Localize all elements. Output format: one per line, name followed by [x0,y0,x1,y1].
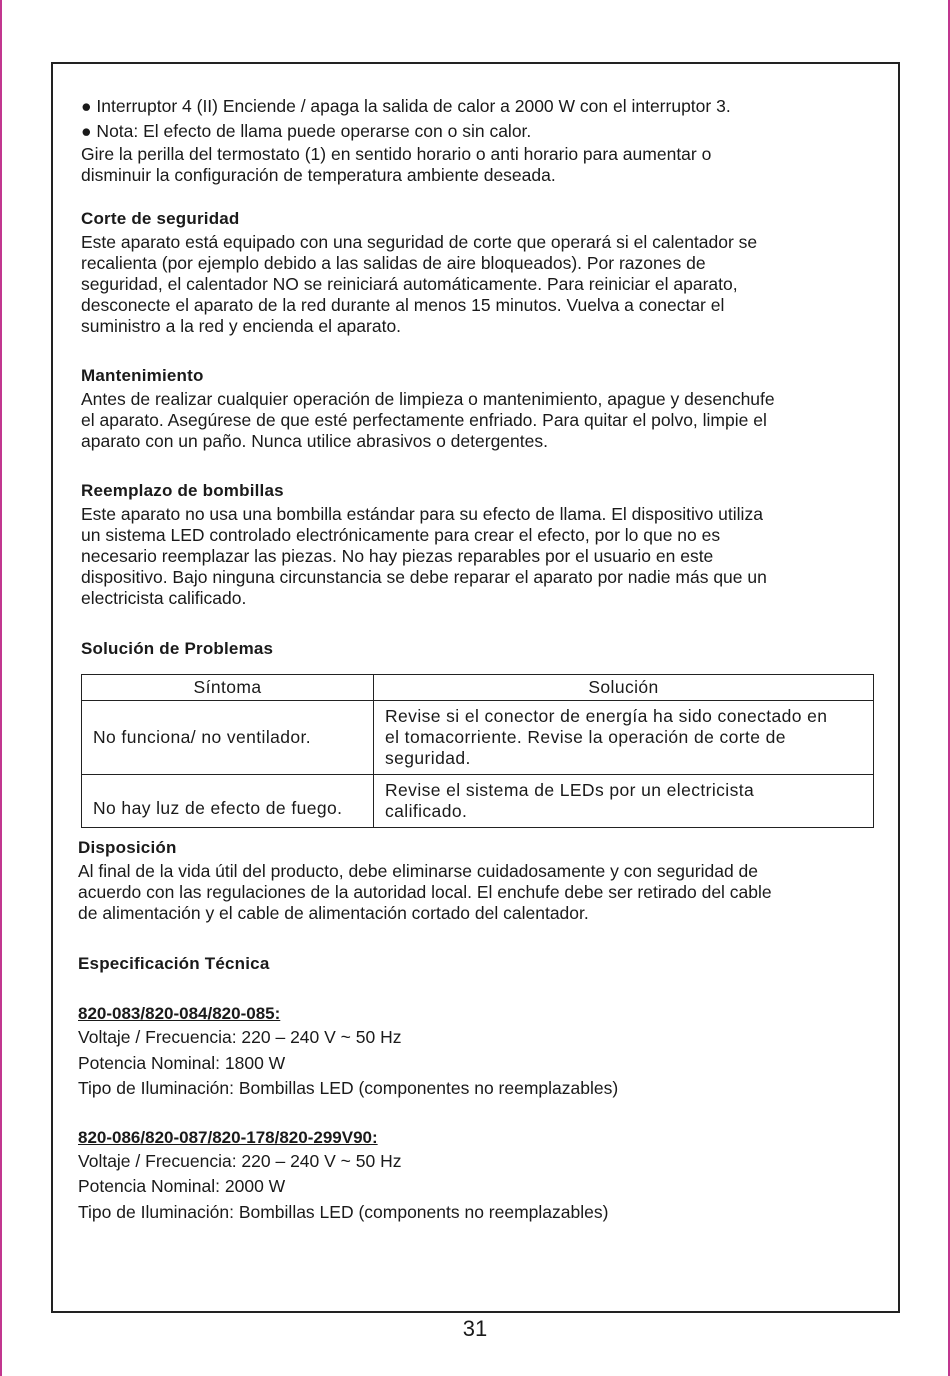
safety-line: Este aparato está equipado con una seguridad de corte que operará si el calentador se [81,232,758,252]
table-row [82,775,874,828]
solution-line: seguridad. [385,748,471,768]
safety-heading: Corte de seguridad [81,209,240,228]
safety-line: desconecte el aparato de la red durante al menos 15 minutos. Vuelva a conectar el [81,295,725,315]
maintenance-line: el aparato. Asegúrese de que esté perfectamente enfriado. Para quitar el polvo, limpie el [81,410,767,430]
spec-lighting: Tipo de Iluminación: Bombillas LED (componentes no reemplazables) [78,1078,619,1098]
bullet-switch-4: ● Interruptor 4 (II) Enciende / apaga la salida de calor a 2000 W con el interruptor 3. [81,96,731,116]
table-row [82,701,874,775]
spec-group [78,1003,881,1102]
page-content [78,94,881,1225]
disposal-line: Al final de la vida útil del producto, debe eliminarse cuidadosamente y con seguridad de [78,861,759,881]
disposal-line: de alimentación y el cable de alimentación cortado del calentador. [78,903,589,923]
spec-power: Potencia Nominal: 1800 W [78,1052,286,1073]
model-numbers: 820-086/820-087/820-178/820-299V90: [78,1127,378,1147]
table-header-row [82,675,874,701]
bulbs-section [81,480,881,609]
bulbs-line: un sistema LED controlado electrónicamente para crear el efecto, por lo que no es [81,525,721,545]
bulbs-line: Este aparato no usa una bombilla estándar para su efecto de llama. El dispositivo utiliza [81,504,763,524]
solution-line: Revise si el conector de energía ha sido conectado en [385,706,828,726]
bulbs-line: necesario reemplazar las piezas. No hay piezas reparables por el usuario en este [81,546,714,566]
safety-line: seguridad, el calentador NO se reiniciará automáticamente. Para reiniciar el aparato, [81,274,738,294]
bullet-note: ● Nota: El efecto de llama puede operarse con o sin calor. [81,121,532,141]
specs-section [78,953,881,1225]
troubleshooting-heading: Solución de Problemas [81,639,274,658]
solution-line: el tomacorriente. Revise la operación de corte de [385,727,786,747]
solution-column-header: Solución [374,675,874,701]
maintenance-line: aparato con un paño. Nunca utilice abrasivos o detergentes. [81,431,548,451]
symptom-cell: No funciona/ no ventilador. [82,701,374,775]
troubleshooting-section [81,638,881,828]
spec-group [78,1127,881,1226]
solution-cell [374,701,874,775]
thermostat-line: Gire la perilla del termostato (1) en sentido horario o anti horario para aumentar o [81,144,712,164]
safety-section [81,208,881,337]
solution-line: Revise el sistema de LEDs por un electricista [385,780,755,800]
intro-section [81,94,881,186]
spec-voltage: Voltaje / Frecuencia: 220 – 240 V ~ 50 Hz [78,1150,402,1171]
bulbs-line: electricista calificado. [81,588,247,608]
bulbs-line: dispositivo. Bajo ninguna circunstancia se debe reparar el aparato por nadie más que un [81,567,767,587]
spec-lighting: Tipo de Iluminación: Bombillas LED (components no reemplazables) [78,1201,609,1222]
maintenance-section [81,365,881,452]
symptom-cell: No hay luz de efecto de fuego. [82,775,374,828]
page-number: 31 [462,1316,488,1341]
disposal-section [78,837,881,924]
thermostat-line: disminuir la configuración de temperatura ambiente deseada. [81,165,556,185]
specs-heading: Especificación Técnica [78,954,270,973]
disposal-heading: Disposición [78,838,177,857]
solution-line: calificado. [385,801,468,821]
troubleshooting-table [81,674,874,828]
safety-line: suministro a la red y encienda el aparato. [81,316,402,336]
disposal-line: acuerdo con las regulaciones de la autoridad local. El enchufe debe ser retirado del cable [78,882,772,902]
safety-line: recalienta (por ejemplo debido a las salidas de aire bloqueados). Por razones de [81,253,706,273]
spec-power: Potencia Nominal: 2000 W [78,1176,286,1196]
bulbs-heading: Reemplazo de bombillas [81,481,284,500]
symptom-column-header: Síntoma [82,675,374,701]
spec-voltage: Voltaje / Frecuencia: 220 – 240 V ~ 50 Hz [78,1027,402,1047]
maintenance-heading: Mantenimiento [81,366,204,385]
left-trim-line [0,0,2,1376]
page-frame [51,62,900,1313]
maintenance-line: Antes de realizar cualquier operación de limpieza o mantenimiento, apague y desenchufe [81,389,775,409]
model-numbers: 820-083/820-084/820-085: [78,1004,281,1023]
solution-cell [374,775,874,828]
